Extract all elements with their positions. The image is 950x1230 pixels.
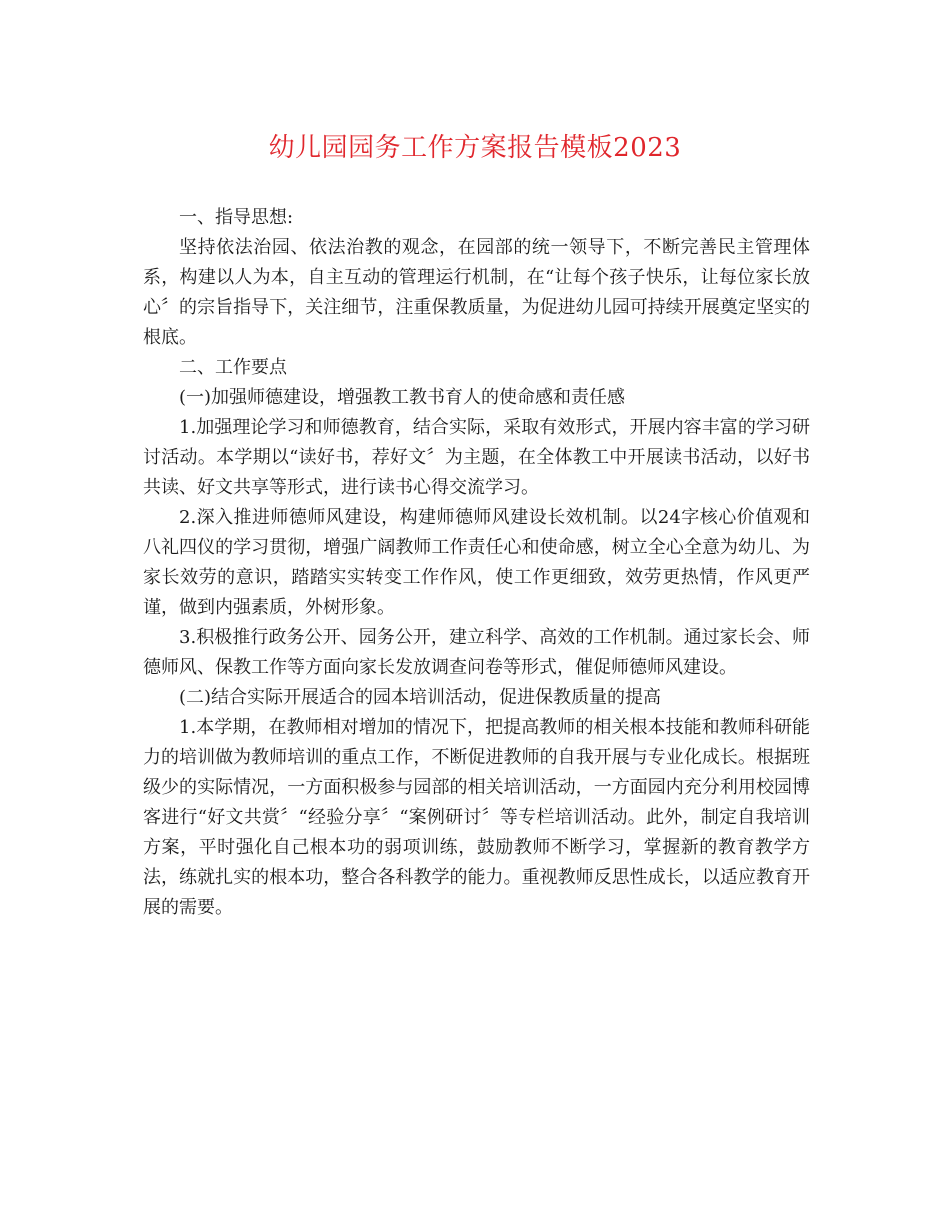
document-body: [143, 203, 810, 923]
paragraph-item-1-theory-study: 1.加强理论学习和师德教育，结合实际，采取有效形式，开展内容丰富的学习研讨活动。本学期以“读好书，荐好文〞为主题，在全体教工中开展读书活动，以好书共读、好文共享等形式，进行读书心得交流学习。: [143, 417, 810, 498]
paragraph-item-1-training: 1.本学期，在教师相对增加的情况下，把提高教师的相关根本技能和教师科研能力的培训做为教师培训的重点工作，不断促进教师的自我开展与专业化成长。根据班级少的实际情况，一方面积极参与园部的相关培训活动，一方面园内充分利用校园博客进行“好文共赏〞“经验分享〞“案例研讨〞等专栏培训活动。此外，制定自我培训方案，平时强化自己根本功的弱项训练，鼓励教师不断学习，掌握新的教育教学方法，练就扎实的根本功，整合各科教学的能力。重视教师反思性成长，以适应教育开展的需要。: [143, 717, 810, 918]
section-heading-work-points: 二、工作要点: [179, 357, 287, 378]
paragraph-item-3-open-affairs: 3.积极推行政务公开、园务公开，建立科学、高效的工作机制。通过家长会、师德师风、保教工作等方面向家长发放调查问卷等形式，催促师德师风建设。: [143, 627, 810, 678]
section-heading-guiding-ideology: 一、指导思想:: [179, 207, 294, 228]
document-title: 幼儿园园务工作方案报告模板2023: [268, 133, 682, 163]
subsection-heading-teacher-ethics: (一)加强师德建设，增强教工教书育人的使命感和责任感: [179, 387, 626, 408]
paragraph-guiding-ideology: 坚持依法治园、依法治教的观念，在园部的统一领导下，不断完善民主管理体系，构建以人为本，自主互动的管理运行机制，在“让每个孩子快乐，让每位家长放心〞的宗旨指导下，关注细节，注重保教质量，为促进幼儿园可持续开展奠定坚实的根底。: [143, 237, 810, 348]
paragraph-item-2-ethics-building: 2.深入推进师德师风建设，构建师德师风建设长效机制。以24字核心价值观和八礼四仪的学习贯彻，增强广阔教师工作责任心和使命感，树立全心全意为幼儿、为家长效劳的意识，踏踏实实转变工作作风，使工作更细致，效劳更热情，作风更严谨，做到内强素质，外树形象。: [143, 507, 810, 618]
subsection-heading-training: (二)结合实际开展适合的园本培训活动，促进保教质量的提高: [179, 687, 662, 708]
